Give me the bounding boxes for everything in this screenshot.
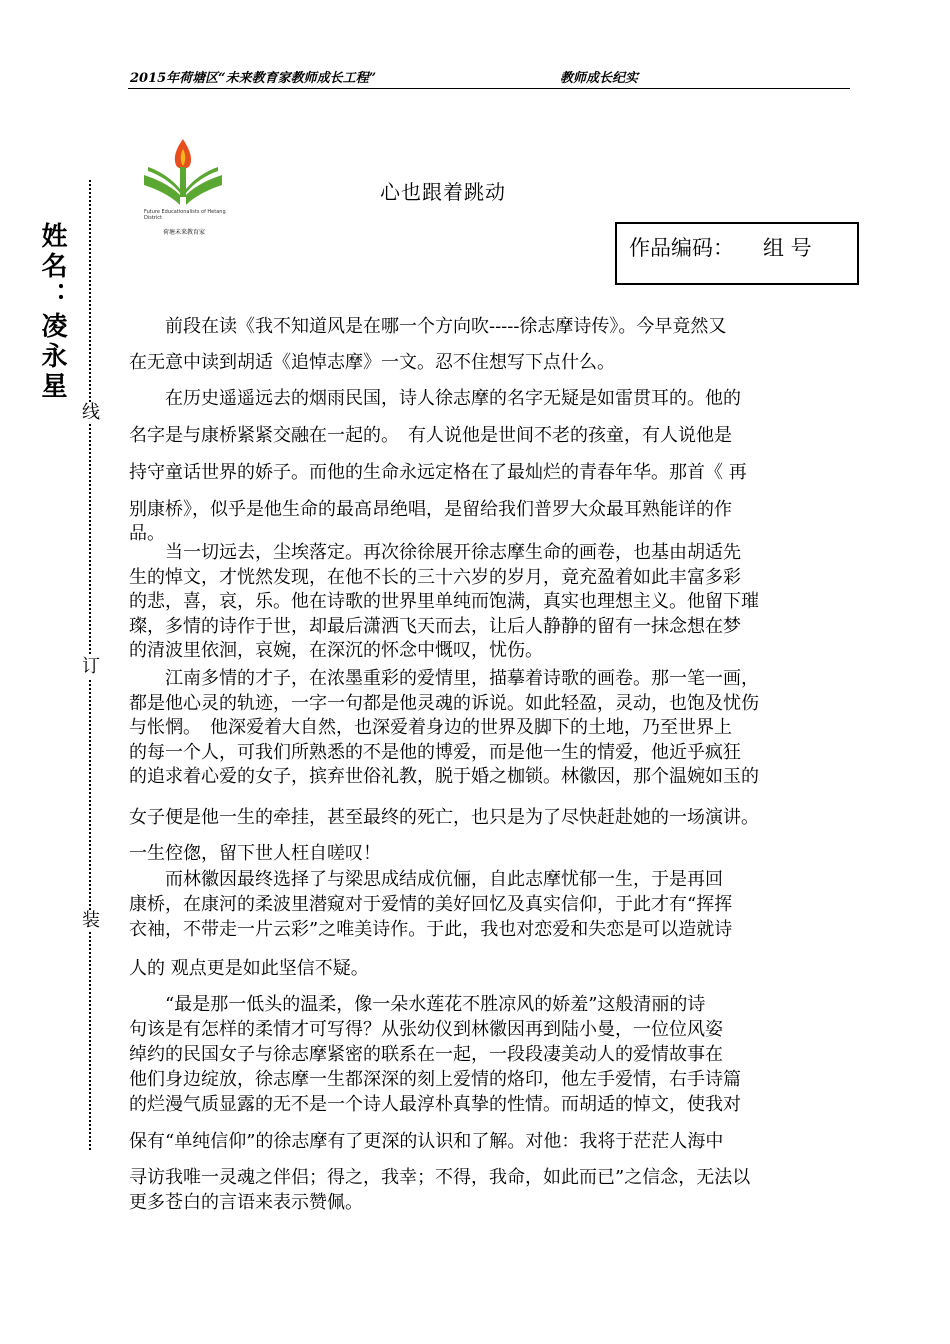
- text-line: 生的悼文，才恍然发现，在他不长的三十六岁的岁月，竟充盈着如此丰富多彩: [129, 566, 741, 588]
- text-line: 的烂漫气质显露的无不是一个诗人最淳朴真挚的性情。而胡适的悼文，使我对: [129, 1094, 741, 1115]
- paragraph-6: [129, 841, 851, 867]
- paragraph-9: [129, 992, 851, 1117]
- text-line: 而林徽因最终选择了与梁思成结成伉俪，自此志摩忧郁一生，于是再回: [129, 869, 723, 890]
- text-line: 当一切远去，尘埃落定。再次徐徐展开徐志摩生命的画卷，也基由胡适先: [129, 542, 741, 563]
- work-code-label: 作品编码：: [629, 236, 734, 260]
- essay-title: 心也跟着跳动: [380, 180, 506, 204]
- text-line: 绰约的民国女子与徐志摩紧密的联系在一起，一段段凄美动人的爱情故事在: [129, 1044, 723, 1065]
- paragraph-2: [129, 380, 851, 552]
- author-name-label: 姓名：凌永星: [37, 222, 67, 402]
- group-number-label: 组 号: [763, 236, 812, 260]
- work-code-box: [615, 222, 859, 285]
- text-line: 别康桥》，似乎是他生命的最高昂绝唱，是留给我们普罗大众最耳熟能详的作: [129, 499, 732, 520]
- text-line: 璨，多情的诗作于世，却最后潇洒飞天而去，让后人静静的留有一抹念想在梦: [129, 615, 741, 637]
- text-line: 他们身边绽放，徐志摩一生都深深的刻上爱情的烙印，他左手爱情，右手诗篇: [129, 1069, 741, 1090]
- logo-chinese-text: 荷塘未来教育家: [163, 229, 206, 236]
- page-header: [128, 66, 850, 89]
- text-line: 保有“单纯信仰”的徐志摩有了更深的认识和了解。对他：我将于茫茫人海中: [129, 1131, 724, 1152]
- header-program-title: 2015年荷塘区“未来教育家教师成长工程”: [130, 71, 377, 86]
- text-line: 在无意中读到胡适《追悼志摩》一文。忍不住想写下点什么。: [129, 352, 615, 373]
- text-line: 前段在读《我不知道风是在哪一个方向吹-----徐志摩诗传》。今早竟然又: [129, 316, 727, 337]
- text-line: 的追求着心爱的女子，摈弃世俗礼教，脱于婚之枷锁。林徽因，那个温婉如玉的: [129, 766, 759, 787]
- paragraph-8: [129, 956, 851, 982]
- text-line: 寻访我唯一灵魂之伴侣；得之，我幸；不得，我命，如此而已”之信念，无法以: [129, 1167, 751, 1188]
- text-line: 衣袖，不带走一片云彩”之唯美诗作。于此，我也对恋爱和失恋是可以造就诗: [129, 919, 733, 940]
- logo-book-right-icon: [186, 175, 222, 205]
- logo-english-text: Future Educationalists of Hetang District: [144, 209, 226, 221]
- text-line: 持守童话世界的娇子。而他的生命永远定格在了最灿烂的青春年华。那首《 再: [129, 462, 747, 483]
- paragraph-3: [129, 541, 851, 664]
- binding-char-staple: 订: [82, 656, 100, 677]
- text-line: 康桥，在康河的柔波里潜窥对于爱情的美好回忆及真实信仰，于此才有“挥挥: [129, 894, 733, 915]
- text-line: “最是那一低头的温柔，像一朵水莲花不胜凉风的娇羞”这般清丽的诗: [129, 994, 706, 1015]
- paragraph-11: [129, 1165, 851, 1215]
- text-line: 的清波里依洄，哀婉，在深沉的怀念中慨叹，忧伤。: [129, 640, 543, 661]
- paragraph-5: [129, 805, 851, 831]
- paragraph-4: [129, 667, 851, 790]
- header-section-title: 教师成长纪实: [560, 71, 639, 86]
- binding-char-line: 线: [82, 402, 100, 423]
- text-line: 都是他心灵的轨迹，一字一句都是他灵魂的诉说。如此轻盈，灵动，也饱及忧伤: [129, 692, 759, 714]
- text-line: 女子便是他一生的牵挂，甚至最终的死亡，也只是为了尽快赶赴她的一场演讲。: [129, 807, 759, 828]
- text-line: 品。: [129, 523, 165, 544]
- text-line: 江南多情的才子，在浓墨重彩的爱情里，描摹着诗歌的画卷。那一笔一画，: [129, 668, 759, 689]
- text-line: 更多苍白的言语来表示赞佩。: [129, 1192, 363, 1213]
- text-line: 人的 观点更是如此坚信不疑。: [129, 958, 369, 979]
- logo-book-left-icon: [144, 175, 180, 205]
- text-line: 名字是与康桥紧紧交融在一起的。 有人说他是世间不老的孩童，有人说他是: [129, 425, 732, 446]
- text-line: 在历史遥遥远去的烟雨民国，诗人徐志摩的名字无疑是如雷贯耳的。他的: [129, 388, 741, 409]
- binding-line: [82, 180, 100, 1160]
- logo-stem-icon: [180, 167, 186, 197]
- paragraph-1: [129, 309, 851, 381]
- paragraph-10: [129, 1129, 851, 1155]
- binding-char-bind: 装: [82, 910, 100, 931]
- text-line: 与怅惘。 他深爱着大自然，也深爱着身边的世界及脚下的土地，乃至世界上: [129, 717, 732, 738]
- text-line: 的每一个人，可我们所熟悉的不是他的博爱，而是他一生的情爱，他近乎疯狂: [129, 741, 741, 763]
- text-line: 一生倥偬，留下世人枉自嗟叹！: [129, 843, 381, 864]
- text-line: 的悲，喜，哀，乐。他在诗歌的世界里单纯而饱满，真实也理想主义。他留下璀: [129, 591, 759, 612]
- paragraph-7: [129, 867, 851, 942]
- text-line: 句该是有怎样的柔情才可写得？从张幼仪到林徽因再到陆小曼，一位位风姿: [129, 1019, 723, 1040]
